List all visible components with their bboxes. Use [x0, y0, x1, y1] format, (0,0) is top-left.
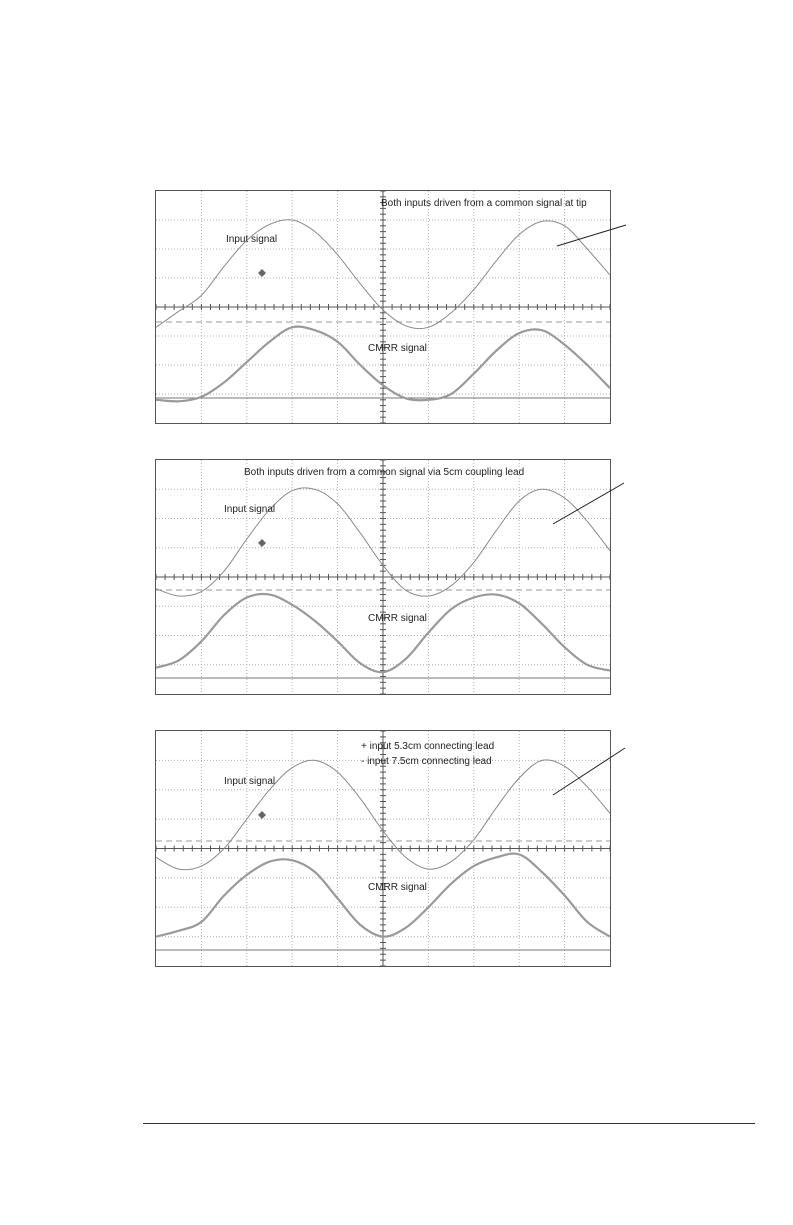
panel-annotation: - input 7.5cm connecting lead: [361, 756, 492, 767]
panel-annotation: Input signal: [226, 234, 278, 245]
pointer-line-2: [553, 483, 624, 524]
panel-annotation: CMRR signal: [368, 613, 427, 624]
footer-rule: [143, 1123, 755, 1124]
panel-annotation: Input signal: [224, 504, 276, 515]
panel-annotation: + input 5.3cm connecting lead: [361, 741, 495, 752]
panel-title: Both inputs driven from a common signal via 5cm coupling lead: [244, 467, 525, 478]
pointer-line-1: [557, 225, 626, 246]
panel-title: Both inputs driven from a common signal at tip: [381, 198, 587, 209]
pointer-line-3: [553, 748, 625, 795]
panel-annotation: Input signal: [224, 776, 276, 787]
panel-annotation: CMRR signal: [368, 882, 427, 893]
panel-annotation: CMRR signal: [368, 343, 427, 354]
